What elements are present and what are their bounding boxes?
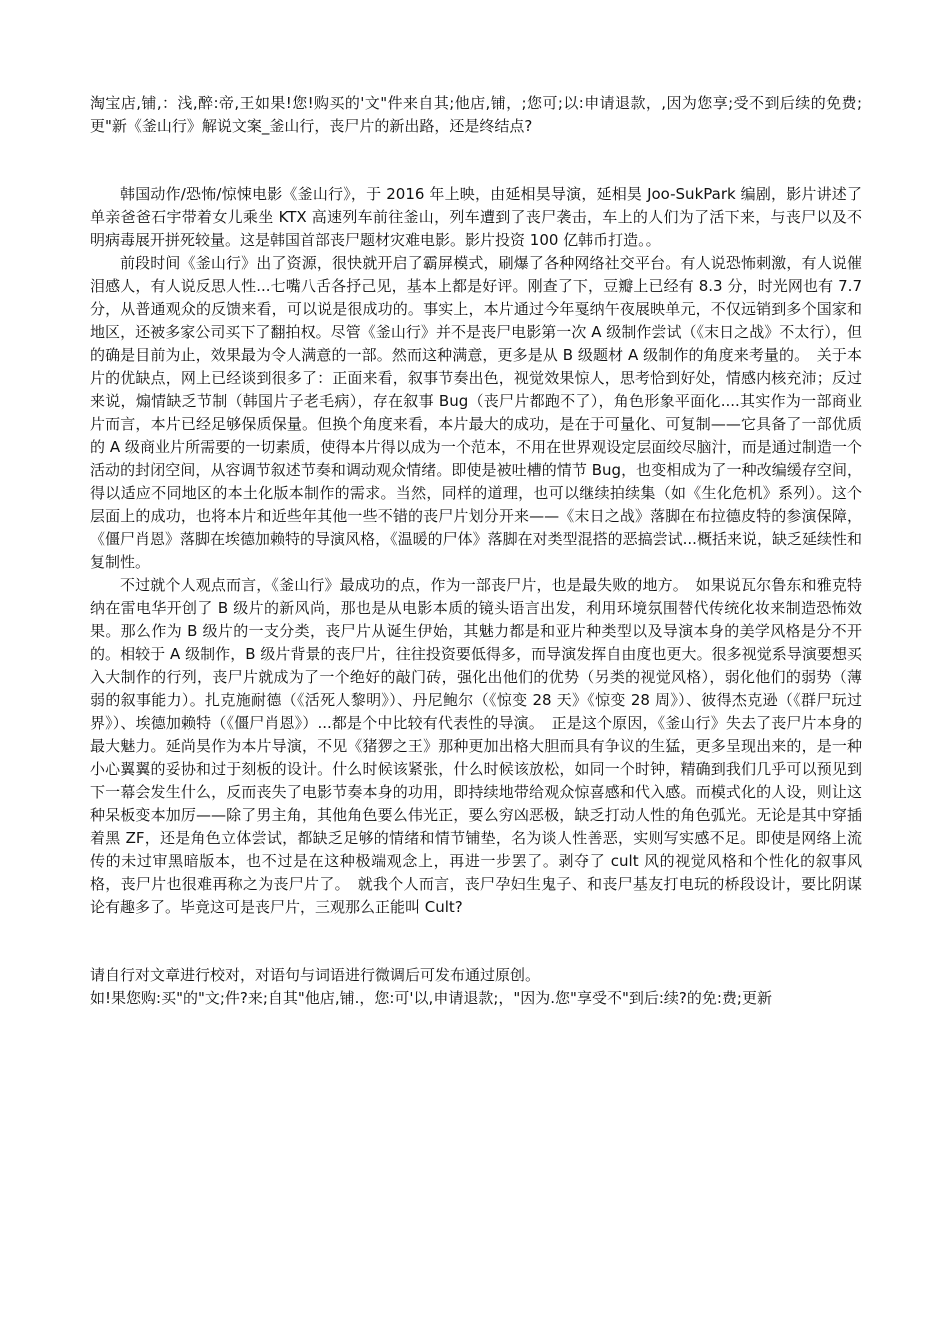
footer-note: 请自行对文章进行校对，对语句与词语进行微调后可发布通过原创。 xyxy=(90,966,541,984)
document-footer xyxy=(90,964,862,1010)
document-page xyxy=(90,92,862,1010)
article-paragraph: 不过就个人观点而言，《釜山行》最成功的点，作为一部丧尸片，也是最失败的地方。 如果说瓦尔鲁东和雅克特纳在雷电华开创了 B 级片的新风尚，那也是从电影本质的镜头语言出发，利用环境氛围替代传统化妆来制造恐怖效果。那么作为 B 级片的一支分类，丧尸片从诞生伊始，其魅力都是和亚片种类型以及导演本身的美学风格是分不开的。相较于 A 级制作，B 级片背景的丧尸片，往往投资要低得多，而导演发挥自由度也更大。很多视觉系导演要想买入大制作的行列，丧尸片就成为了一个绝好的敲门砖，强化出他们的优势（另类的视觉风格），弱化他们的弱势（薄弱的叙事能力）。扎克施耐德（《活死人黎明》）、丹尼鲍尔（《惊变 28 天》《惊变 28 周》）、彼得杰克逊（《群尸玩过界》）、埃德加赖特（《僵尸肖恩》）...都是个中比较有代表性的导演。 正是这个原因，《釜山行》失去了丧尸片本身的最大魅力。延尚昊作为本片导演，不见《猪猡之王》那种更加出格大胆而具有争议的生猛，更多呈现出来的，是一种小心翼翼的妥协和过于刻板的设计。什么时候该紧张，什么时候该放松，如同一个时钟，精确到我们几乎可以预见到下一幕会发生什么，反而丧失了电影节奏本身的功用，即持续地带给观众惊喜感和代入感。而模式化的人设，则让这种呆板变本加厉——除了男主角，其他角色要么伟光正，要么穷凶恶极，缺乏打动人性的角色弧光。无论是其中穿插着黑 ZF，还是角色立体尝试，都缺乏足够的情绪和情节铺垫，名为谈人性善恶，实则写实感不足。即使是网络上流传的未过审黑暗版本，也不过是在这种极端观念上，再进一步罢了。剥夺了 cult 风的视觉风格和个性化的叙事风格，丧尸片也很难再称之为丧尸片了。 就我个人而言，丧尸孕妇生鬼子、和丧尸基友打电玩的桥段设计，要比阴谋论有趣多了。毕竟这可是丧尸片，三观那么正能叫 Cult? xyxy=(90,576,862,916)
article-body xyxy=(90,183,862,919)
document-header: 淘宝店,铺,：浅,醉:帝,王如果!您!购买的'文"件来自其;他店,铺，;您可;以:申请退款，,因为您享;受不到后续的免费;更"新《釜山行》解说文案_釜山行，丧尸片的新出路，还是终结点? xyxy=(90,94,862,135)
article-paragraph: 韩国动作/恐怖/惊悚电影《釜山行》，于 2016 年上映，由延相昊导演，延相昊 Joo-SukPark 编剧，影片讲述了单亲爸爸石宇带着女儿乘坐 KTX 高速列车前往釜山，列车遭到了丧尸袭击，车上的人们为了活下来，与丧尸以及不明病毒展开拼死较量。这是韩国首部丧尸题材灾难电影。影片投资 100 亿韩币打造。。 xyxy=(90,185,862,249)
footer-disclaimer: 如!果您购:买"的"文;件?来;自其"他店,铺.，您:可'以,申请退款;，"因为.您"享受不"到后:续?的免:费;更新 xyxy=(90,989,772,1007)
article-paragraph: 前段时间《釜山行》出了资源，很快就开启了霸屏模式，刷爆了各种网络社交平台。有人说恐怖刺激，有人说催泪感人，有人说反思人性...七嘴八舌各抒己见，基本上都是好评。刚查了下，豆瓣上已经有 8.3 分，时光网也有 7.7 分，从普通观众的反馈来看，可以说是很成功的。事实上，本片通过今年戛纳午夜展映单元，不仅远销到多个国家和地区，还被多家公司买下了翻拍权。尽管《釜山行》并不是丧尸电影第一次 A 级制作尝试（《末日之战》不太行），但的确是目前为止，效果最为令人满意的一部。然而这种满意，更多是从 B 级题材 A 级制作的角度来考量的。 关于本片的优缺点，网上已经谈到很多了：正面来看，叙事节奏出色，视觉效果惊人，思考恰到好处，情感内核充沛；反过来说，煽情缺乏节制（韩国片子老毛病），存在叙事 Bug（丧尸片都跑不了），角色形象平面化....其实作为一部商业片而言，本片已经足够保质保量。但换个角度来看，本片最大的成功，是在于可量化、可复制——它具备了一部优质的 A 级商业片所需要的一切素质，使得本片得以成为一个范本，不用在世界观设定层面绞尽脑汁，而是通过制造一个活动的封闭空间，从容调节叙述节奏和调动观众情绪。即使是被吐槽的情节 Bug，也变相成为了一种改编缓存空间，得以适应不同地区的本土化版本制作的需求。当然，同样的道理，也可以继续拍续集（如《生化危机》系列）。这个层面上的成功，也将本片和近些年其他一些不错的丧尸片划分开来——《末日之战》落脚在布拉德皮特的参演保障，《僵尸肖恩》落脚在埃德加赖特的导演风格，《温暖的尸体》落脚在对类型混搭的恶搞尝试...概括来说，缺乏延续性和复制性。 xyxy=(90,254,862,571)
